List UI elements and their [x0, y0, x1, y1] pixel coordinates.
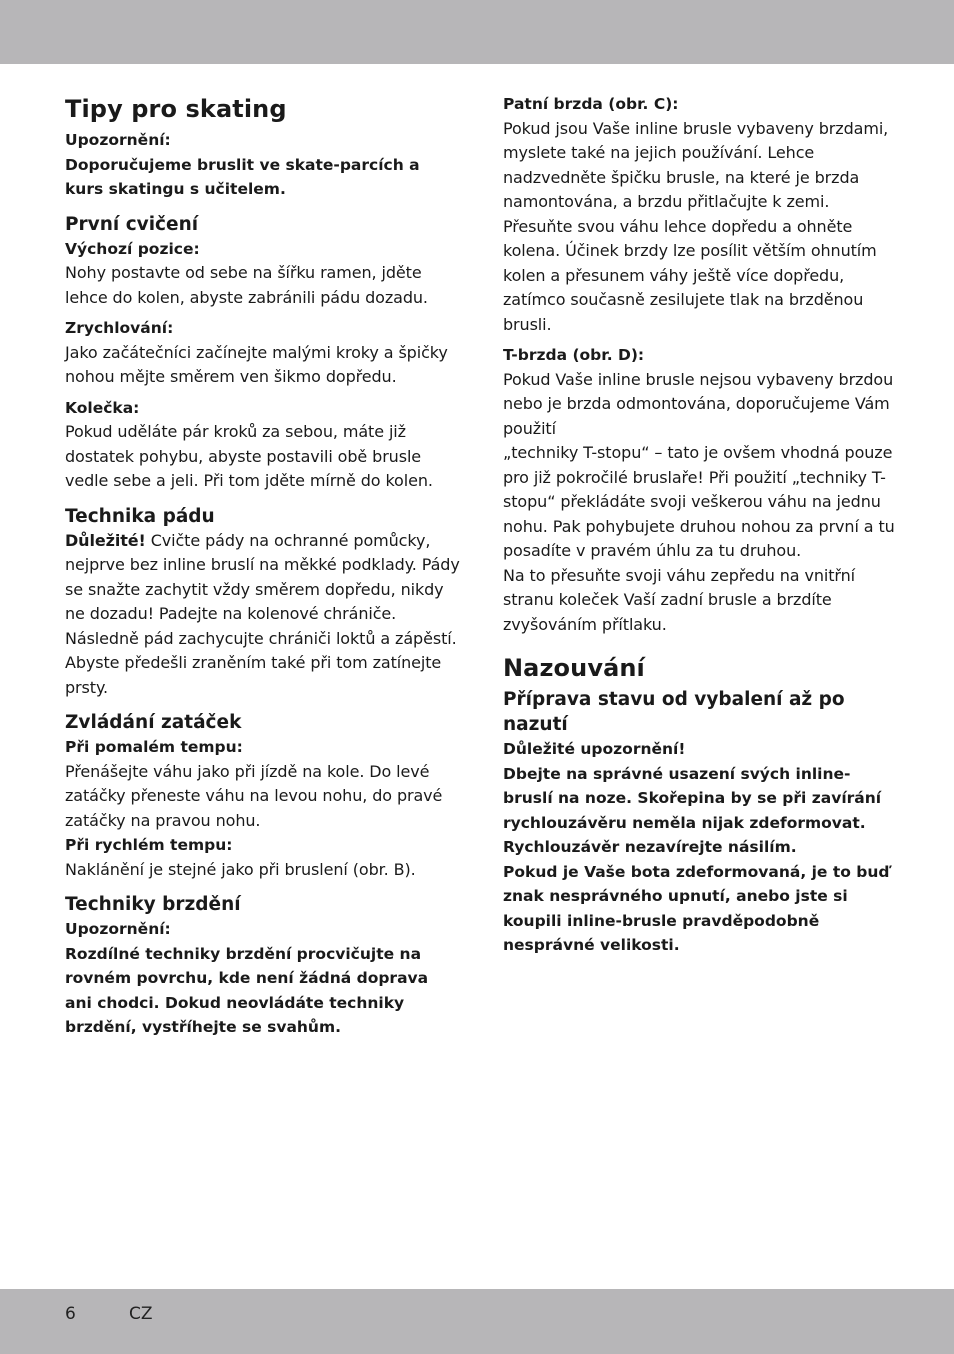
heel-brake-label: Patní brzda (obr. C): [503, 95, 679, 113]
language-code: CZ [129, 1304, 153, 1324]
slow-pace-label: Při pomalém tempu: [65, 738, 243, 756]
acceleration-text: Jako začátečníci začínejte malými kroky a špičky nohou mějte směrem ven šikmo dopředu. [65, 342, 448, 386]
preparation-heading: Příprava stavu od vybalení až po nazutí [503, 689, 845, 735]
section-heading-turning: Zvládání zatáček [65, 712, 242, 733]
notice-label: Upozornění: [65, 131, 171, 149]
right-column [503, 92, 898, 958]
notice-text: Doporučujeme bruslit ve skate-parcích a kurs skatingu s učitelem. [65, 155, 420, 198]
wheels-text: Pokud uděláte pár kroků za sebou, máte již dostatek pohybu, abyste postavili obě brusle vedle sebe a jeli. Při tom jděte mírně do kolen. [65, 422, 433, 490]
falling-technique-text [65, 529, 460, 701]
section-heading-braking: Techniky brzdění [65, 894, 241, 915]
important-notice-text-1: Dbejte na správné usazení svých inline-bruslí na noze. Skořepina by se při zavírání rychlouzávěru neměla nijak zdeformovat. Rychlouzávěr nezavírejte násilím. [503, 764, 882, 856]
section-title-putting-on: Nazouvání [503, 654, 645, 682]
top-bar [0, 0, 954, 64]
section-heading-falling-technique: Technika pádu [65, 505, 215, 527]
important-label: Důležité! [65, 530, 146, 550]
fast-pace-text: Naklánění je stejné jako při bruslení (obr. B). [65, 859, 416, 879]
acceleration-label: Zrychlování: [65, 319, 174, 337]
starting-position-text: Nohy postavte od sebe na šířku ramen, jděte lehce do kolen, abyste zabránili pádu dozadu. [65, 263, 428, 307]
t-brake-text-1: Pokud Vaše inline brusle nejsou vybaveny brzdou nebo je brzda odmontována, doporučujeme Vám použití [503, 369, 894, 438]
section-heading-first-exercise: První cvičení [65, 213, 199, 235]
braking-notice-text: Rozdílné techniky brzdění procvičujte na rovném povrchu, kde není žádná doprava ani chodci. Dokud neovládáte techniky brzdění, vystříhejte se svahům. [65, 944, 429, 1036]
slow-pace-text: Přenášejte váhu jako při jízdě na kole. Do levé zatáčky přeneste váhu na levou nohu, do pravé zatáčky na pravou nohu. [65, 761, 443, 830]
t-brake-text-3: Na to přesuňte svoji váhu zepředu na vnitřní stranu koleček Vaší zadní brusle a brzdíte zvyšováním přítlaku. [503, 565, 855, 634]
falling-technique-body: Cvičte pády na ochranné pomůcky, nejprve bez inline bruslí na měkké podklady. Pády se snažte zachytit vždy směrem dopředu, nikdy ne dozadu! Padejte na kolenové chrániče. Následně pád zachycujte chrániči loktů a zápěstí. Abyste předešli zraněním také při tom zatínejte prsty. [65, 530, 460, 697]
t-brake-label: T-brzda (obr. D): [503, 346, 645, 364]
important-notice-label: Důležité upozornění! [503, 740, 686, 758]
page-number: 6 [65, 1304, 76, 1324]
starting-position-label: Výchozí pozice: [65, 239, 200, 258]
braking-notice-label: Upozornění: [65, 920, 171, 938]
t-brake-text-2: „techniky T-stopu“ – tato je ovšem vhodná pouze pro již pokročilé bruslaře! Při použití „techniky T-stopu“ překládáte svoji veškerou váhu na jednu nohu. Pak pohybujete druhou nohou za první a tu posadíte v pravém úhlu za tu druhou. [503, 443, 895, 560]
important-notice-text-2: Pokud je Vaše bota zdeformovaná, je to buď znak nesprávného upnutí, anebo jste si koupili inline-brusle pravděpodobně nesprávné velikosti. [503, 862, 890, 954]
fast-pace-label: Při rychlém tempu: [65, 836, 233, 854]
left-column [65, 92, 460, 1040]
wheels-label: Kolečka: [65, 398, 140, 417]
heel-brake-text: Pokud jsou Vaše inline brusle vybaveny brzdami, myslete také na jejich používání. Lehce nadzvedněte špičku brusle, na které je brzda namontována, a brzdu přitlačujte k zemi. Přesuňte svou váhu lehce dopředu a ohněte kolena. Účinek brzdy lze posílit větším ohnutím kolen a přesunem váhy ještě více dopředu, zatímco současně zesilujete tlak na brzděnou brusli. [503, 118, 889, 334]
page-title: Tipy pro skating [65, 95, 287, 123]
